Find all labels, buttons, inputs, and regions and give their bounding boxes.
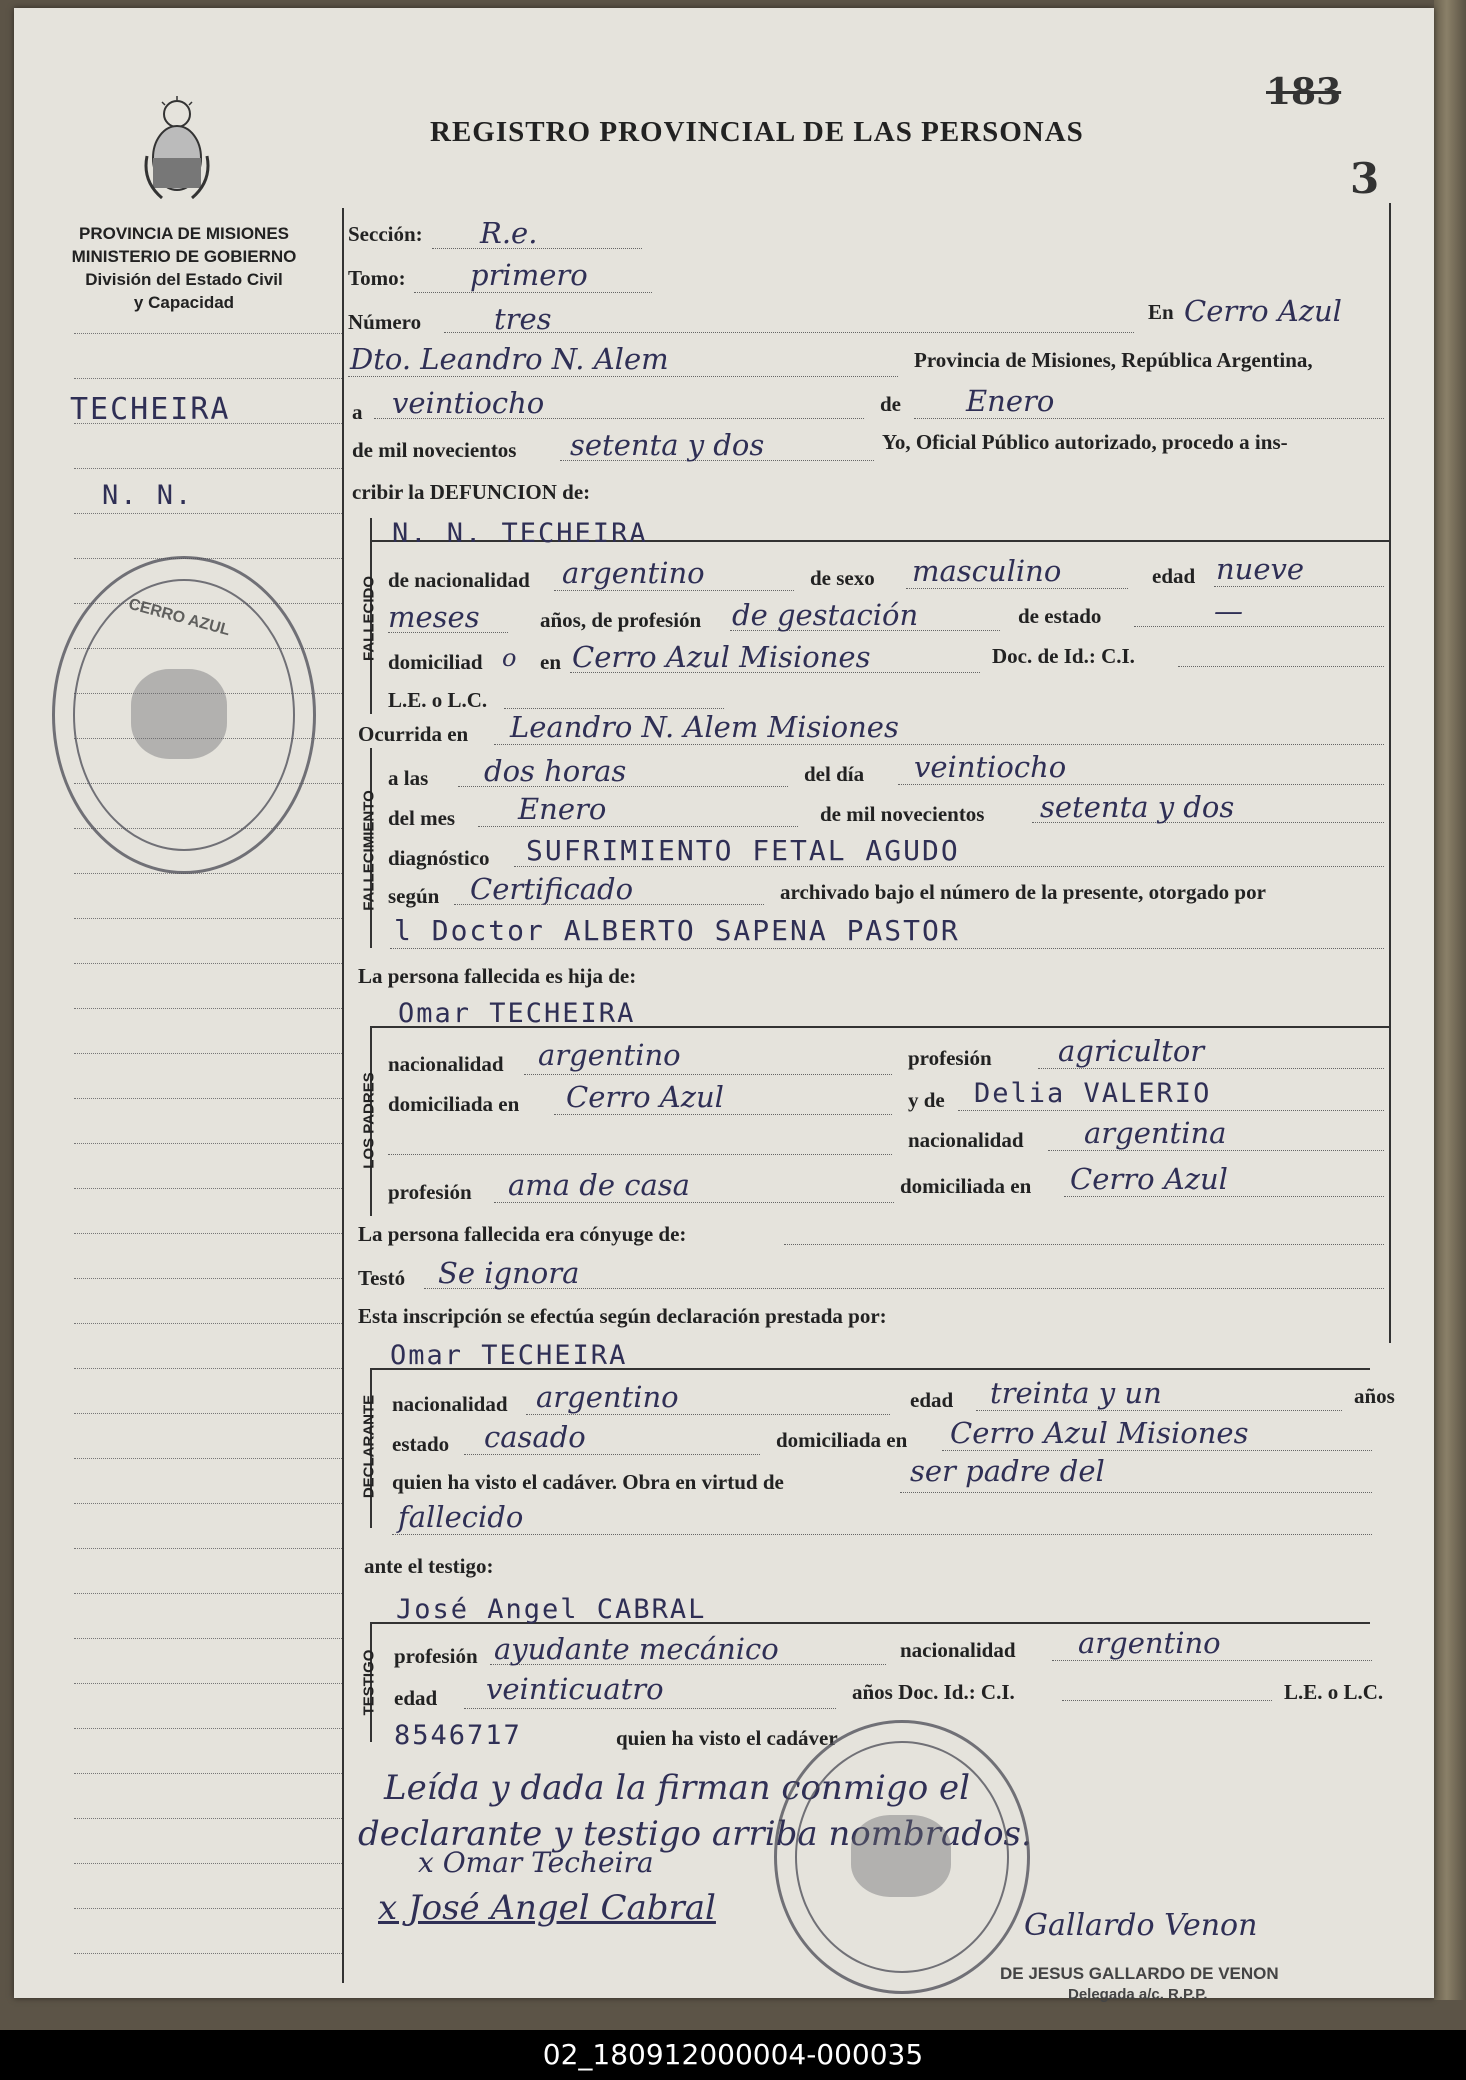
value-nacionalidad: argentino — [562, 556, 705, 590]
label-yo-oficial: Yo, Oficial Público autorizado, procedo a ins- — [882, 430, 1288, 454]
label-hija-de: La persona fallecida es hija de: — [358, 964, 637, 988]
value-testigo-nacionalidad: argentino — [1078, 1626, 1221, 1660]
label-seccion: Sección: — [348, 222, 423, 246]
label-provincia: Provincia de Misiones, República Argentina, — [914, 348, 1313, 372]
value-declarante-domicilio: Cerro Azul Misiones — [950, 1416, 1249, 1450]
label-diagnostico: diagnóstico — [388, 846, 490, 870]
official-role: Delegada a/c. R.P.P. — [1068, 1986, 1208, 2003]
value-declarante-edad: treinta y un — [990, 1376, 1162, 1410]
section-label-declarante: DECLARANTE — [360, 1394, 378, 1499]
label-a-las: a las — [388, 766, 429, 790]
label-declarante-domiciliada: domiciliada en — [776, 1428, 908, 1452]
value-declarante-nacionalidad: argentino — [536, 1380, 679, 1414]
label-testigo-nacionalidad: nacionalidad — [900, 1638, 1016, 1662]
value-estado: — — [1214, 594, 1243, 628]
label-madre-domiciliada: domiciliada en — [900, 1174, 1032, 1198]
value-medico: l Doctor ALBERTO SAPENA PASTOR — [394, 914, 960, 947]
label-sexo: de sexo — [810, 566, 875, 590]
value-segun: Certificado — [470, 872, 634, 906]
value-padre: Omar TECHEIRA — [398, 998, 636, 1029]
coat-of-arms-icon — [142, 96, 212, 206]
label-domiciliado: domiciliad — [388, 650, 483, 674]
value-padre-nacionalidad: argentino — [538, 1038, 681, 1072]
label-madre-nacionalidad: nacionalidad — [908, 1128, 1024, 1152]
signature-testigo: x José Angel Cabral — [378, 1888, 716, 1928]
value-numero: tres — [494, 302, 552, 336]
label-nacionalidad: de nacionalidad — [388, 568, 530, 592]
agency-line-capacity: y Capacidad — [133, 293, 235, 312]
label-ocurrida: Ocurrida en — [358, 722, 469, 746]
value-madre: Delia VALERIO — [974, 1078, 1212, 1109]
image-caption-bar — [0, 2030, 1466, 2080]
label-le-lc: L.E. o L.C. — [388, 688, 488, 712]
label-anos: años — [1354, 1384, 1395, 1408]
value-anio-fallecimiento: setenta y dos — [1040, 790, 1235, 824]
margin-divider — [342, 208, 344, 1983]
section-label-fallecido: FALLECIDO — [360, 576, 378, 661]
label-de-estado: de estado — [1018, 604, 1102, 628]
label-y-de: y de — [908, 1088, 945, 1112]
label-del-mes: del mes — [388, 806, 456, 830]
label-testigo-edad: edad — [394, 1686, 438, 1710]
label-testigo-doc: años Doc. Id.: C.I. — [852, 1680, 1015, 1704]
label-declarante-estado: estado — [392, 1432, 450, 1456]
value-declarante-estado: casado — [484, 1420, 586, 1454]
value-ocurrida: Leandro N. Alem Misiones — [510, 710, 899, 744]
value-en-locality: Cerro Azul — [1184, 294, 1342, 328]
folio-number: 3 — [1350, 154, 1380, 203]
value-domicilio: Cerro Azul Misiones — [572, 640, 871, 674]
value-hora: dos horas — [484, 754, 627, 788]
signature-official: Gallardo Venon — [1024, 1908, 1258, 1943]
value-edad-unit: meses — [388, 600, 480, 634]
label-ante-testigo: ante el testigo: — [364, 1554, 494, 1578]
section-label-testigo: TESTIGO — [360, 1649, 378, 1716]
value-testigo-profesion: ayudante mecánico — [494, 1632, 779, 1666]
value-dia-fallecimiento: veintiocho — [914, 750, 1067, 784]
label-declarante-nacionalidad: nacionalidad — [392, 1392, 508, 1416]
margin-surname: TECHEIRA — [70, 392, 231, 427]
value-profesion: de gestación — [732, 598, 919, 632]
value-testigo-edad: veinticuatro — [486, 1672, 664, 1706]
value-day: veintiocho — [392, 386, 545, 420]
value-seccion: R.e. — [480, 216, 538, 250]
label-tomo: Tomo: — [348, 266, 406, 290]
value-madre-domicilio: Cerro Azul — [1070, 1162, 1228, 1196]
crossed-folio-number: 183 — [1266, 71, 1342, 113]
value-padre-domicilio: Cerro Azul — [566, 1080, 724, 1114]
label-de-mil-fallecimiento: de mil novecientos — [820, 802, 985, 826]
label-en-domicilio: en — [540, 650, 561, 674]
closing-note-line1: Leída y dada la firman conmigo el — [384, 1768, 970, 1808]
label-conyuge: La persona fallecida era cónyuge de: — [358, 1222, 687, 1246]
section-label-fallecimiento: FALLECIMIENTO — [360, 790, 378, 911]
label-de: de — [880, 392, 901, 416]
right-border — [1389, 203, 1391, 1343]
label-padre-nacionalidad: nacionalidad — [388, 1052, 504, 1076]
value-declarante-virtud: ser padre del — [910, 1454, 1105, 1488]
label-esta-inscripcion: Esta inscripción se efectúa según declaración prestada por: — [358, 1304, 887, 1328]
label-inscribir: cribir la DEFUNCION de: — [352, 480, 591, 504]
label-madre-profesion: profesión — [388, 1180, 472, 1204]
value-declarante-virtud-cont: fallecido — [398, 1500, 524, 1534]
stamp-town-text: CERRO AZUL — [126, 595, 232, 640]
value-deceased-name: N. N. TECHEIRA — [392, 518, 648, 549]
value-padre-profesion: agricultor — [1058, 1034, 1205, 1068]
value-diagnostico: SUFRIMIENTO FETAL AGUDO — [526, 834, 960, 867]
label-de-mil: de mil novecientos — [352, 438, 517, 462]
value-madre-nacionalidad: argentina — [1084, 1116, 1227, 1150]
label-a: a — [352, 400, 363, 424]
image-caption: 02_180912000004-000035 — [542, 2038, 924, 2071]
value-sexo: masculino — [912, 554, 1062, 588]
label-padre-profesion: profesión — [908, 1046, 992, 1070]
signature-declarante: x Omar Techeira — [418, 1846, 654, 1879]
margin-name: N. N. — [102, 480, 194, 511]
value-edad: nueve — [1216, 552, 1305, 586]
value-declarante: Omar TECHEIRA — [390, 1340, 628, 1371]
document-title: REGISTRO PROVINCIAL DE LAS PERSONAS — [430, 116, 1084, 148]
label-en: En — [1148, 300, 1174, 324]
agency-line-ministry: MINISTERIO DE GOBIERNO — [71, 247, 297, 266]
value-madre-profesion: ama de casa — [508, 1168, 690, 1202]
book-spine — [1434, 0, 1466, 2000]
value-mes-fallecimiento: Enero — [518, 792, 607, 826]
value-domiciliado-suffix: o — [502, 644, 517, 672]
label-del-dia: del día — [804, 762, 865, 786]
value-testigo: José Angel CABRAL — [396, 1594, 707, 1625]
label-padre-domiciliada: domiciliada en — [388, 1092, 520, 1116]
left-official-stamp — [52, 556, 316, 874]
label-quien-visto-testigo: quien ha visto el cadáver — [616, 1726, 838, 1750]
label-archivado: archivado bajo el número de la presente, otorgado por — [780, 880, 1266, 904]
agency-block — [54, 222, 314, 314]
label-testo: Testó — [358, 1266, 406, 1290]
label-testigo-le-lc: L.E. o L.C. — [1284, 1680, 1384, 1704]
value-testigo-doc: 8546717 — [394, 1720, 522, 1751]
agency-line-province: PROVINCIA DE MISIONES — [78, 224, 289, 243]
value-month: Enero — [966, 384, 1055, 418]
document-page — [14, 8, 1434, 2003]
label-declarante-edad: edad — [910, 1388, 954, 1412]
label-segun: según — [388, 884, 440, 908]
label-testigo-profesion: profesión — [394, 1644, 478, 1668]
value-tomo: primero — [470, 258, 588, 292]
bottom-official-stamp — [774, 1720, 1030, 1994]
closing-note-line2: declarante y testigo arriba nombrados. — [358, 1814, 1032, 1854]
label-edad: edad — [1152, 564, 1196, 588]
label-numero: Número — [348, 310, 422, 334]
section-label-padres: LOS PADRES — [360, 1072, 378, 1169]
label-doc-id: Doc. de Id.: C.I. — [992, 644, 1135, 668]
official-name: DE JESUS GALLARDO DE VENON — [1000, 1964, 1279, 1983]
value-year: setenta y dos — [570, 428, 765, 462]
label-quien-visto: quien ha visto el cadáver. Obra en virtud de — [392, 1470, 784, 1494]
value-department: Dto. Leandro N. Alem — [350, 342, 669, 376]
agency-line-division: División del Estado Civil — [85, 270, 283, 289]
value-testo: Se ignora — [438, 1256, 580, 1290]
label-anos-profesion: años, de profesión — [540, 608, 702, 632]
